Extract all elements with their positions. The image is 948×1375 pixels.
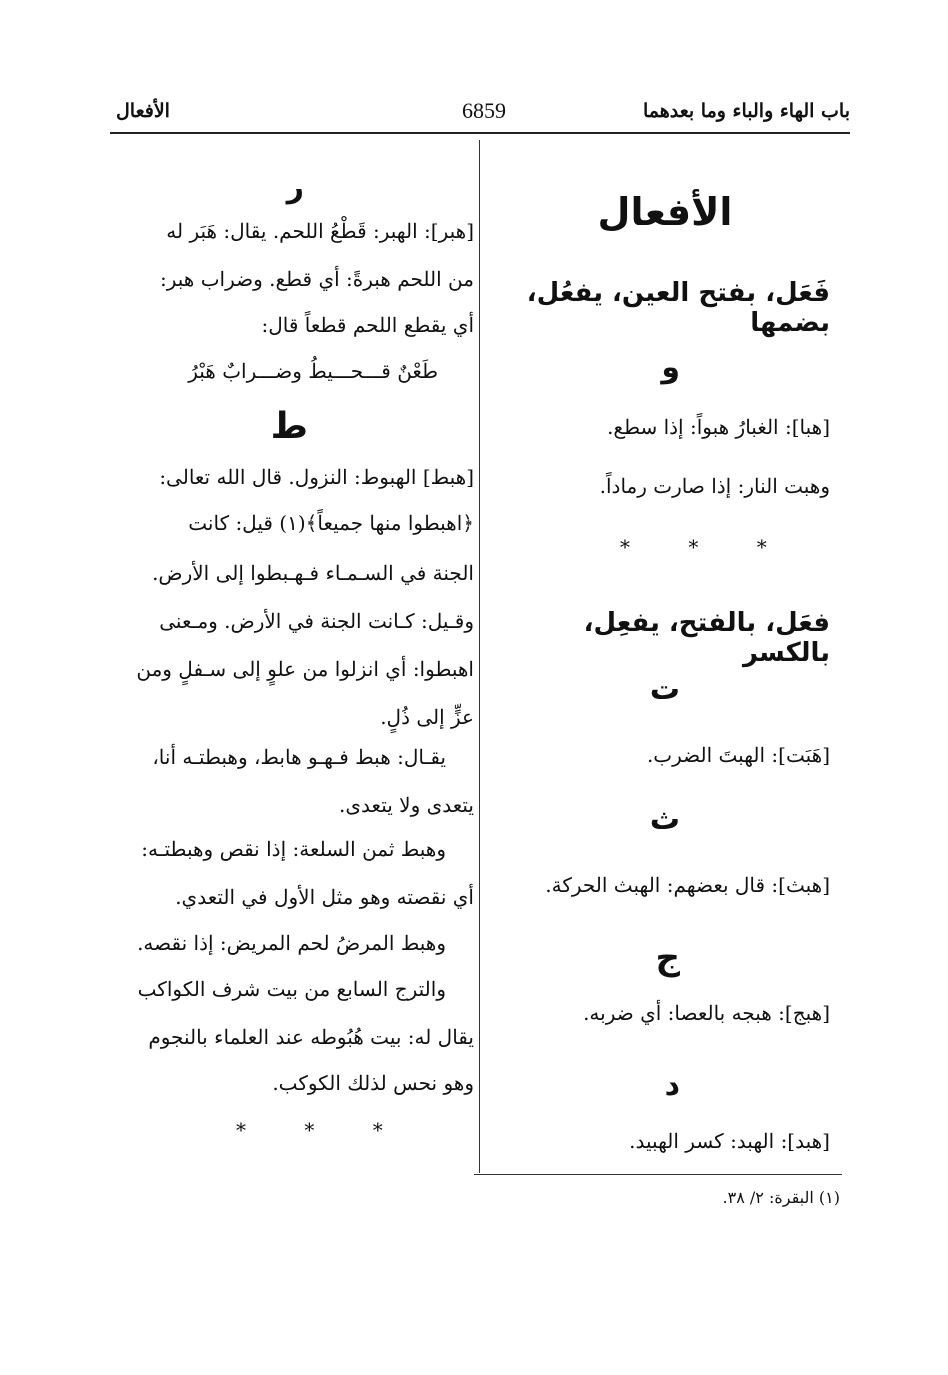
footnote-rule: [474, 1174, 842, 1175]
entry-hbr-line: أي يقطع اللحم قطعاً قال:: [261, 313, 474, 337]
entry-hbd: [هبد]: الهبد: كسر الهبيد.: [629, 1129, 830, 1153]
entry-hbt: [هَبَت]: الهبتَ الضرب.: [646, 743, 830, 767]
letter-heading-jim: ج: [655, 938, 680, 978]
entry-hbt2-line: وهبط ثمن السلعة: إذا نقص وهبطتـه:: [141, 837, 446, 861]
letter-heading-dal: د: [664, 1068, 680, 1103]
footnote: (١) البقرة: ٢/ ٣٨.: [722, 1188, 840, 1207]
column-divider: [479, 140, 480, 1173]
entry-hba: [هبا]: الغبارُ هبواً: إذا سطع.: [607, 415, 830, 439]
letter-heading-ta: ت: [649, 672, 680, 707]
section-title: الأفعال: [597, 190, 733, 234]
entry-hbt2-line: وهو نحس لذلك الكوكب.: [272, 1071, 474, 1095]
page-number: 6859: [462, 98, 506, 123]
entry-hbt2-line: يقـال: هبط فـهـو هابط، وهبطتـه أنا،: [152, 745, 446, 769]
header-rule: [110, 132, 850, 134]
running-header-section: الأفعال: [116, 100, 170, 122]
poetry-verse: طَعْنٌ قـــحـــيطُ وضـــرابٌ هَبْرُ: [188, 359, 438, 383]
entry-hbr-line: [هبر]: الهبر: قَطْعُ اللحم. يقال: هَبَر له: [166, 219, 474, 243]
letter-heading-ra: ر: [286, 170, 304, 205]
entry-hbr-line: من اللحم هبرةً: أي قطع. وضراب هبر:: [159, 267, 474, 291]
pattern-heading-1: فَعَل، بفتح العين، يفعُل، بضمها: [526, 278, 830, 338]
entry-hbt2-line: يتعدى ولا يتعدى.: [339, 793, 474, 817]
entry-hbt2-line: الجنة في السـمـاء فـهـبطوا إلى الأرض.: [152, 561, 474, 585]
entry-hbt2-line: وهبط المرضُ لحم المريض: إذا نقصه.: [137, 931, 446, 955]
entry-hbt2-line: أي نقصته وهو مثل الأول في التعدي.: [175, 885, 474, 909]
entry-hbt2-line: وقـيل: كـانت الجنة في الأرض. ومـعنى: [159, 609, 474, 633]
letter-heading-tha: ث: [649, 802, 680, 837]
running-header-chapter: باب الهاء والباء وما بعدهما: [642, 100, 850, 122]
entry-hbt2-line: ﴿اهبطوا منها جميعاً﴾(١) قيل: كانت: [188, 511, 474, 535]
entry-hbt2-line: [هبط] الهبوط: النزول. قال الله تعالى:: [159, 465, 474, 489]
entry-hbt2-line: عزٍّ إلى ذُلٍ.: [380, 705, 474, 729]
letter-heading-ta2: ط: [270, 406, 308, 447]
letter-heading-waw: و: [661, 350, 680, 385]
pattern-heading-2: فعَل، بالفتح، يفعِل، بالكسر: [583, 608, 830, 668]
entry-hbt2-line: يقال له: بيت هُبُوطه عند العلماء بالنجوم: [148, 1025, 474, 1049]
entry-hbth: [هبث]: قال بعضهم: الهبث الحركة.: [545, 873, 830, 897]
entry-hbj: [هبج]: هبجه بالعصا: أي ضربه.: [583, 1001, 830, 1025]
entry-hba-2: وهبت النار: إذا صارت رماداً.: [599, 474, 830, 498]
entry-hbt2-line: اهبطوا: أي انزلوا من علوٍ إلى سـفلٍ ومن: [136, 657, 474, 681]
separator-stars: * * *: [236, 1118, 409, 1142]
separator-stars: * * *: [620, 535, 793, 559]
entry-hbt2-line: والترج السابع من بيت شرف الكواكب: [137, 977, 446, 1001]
